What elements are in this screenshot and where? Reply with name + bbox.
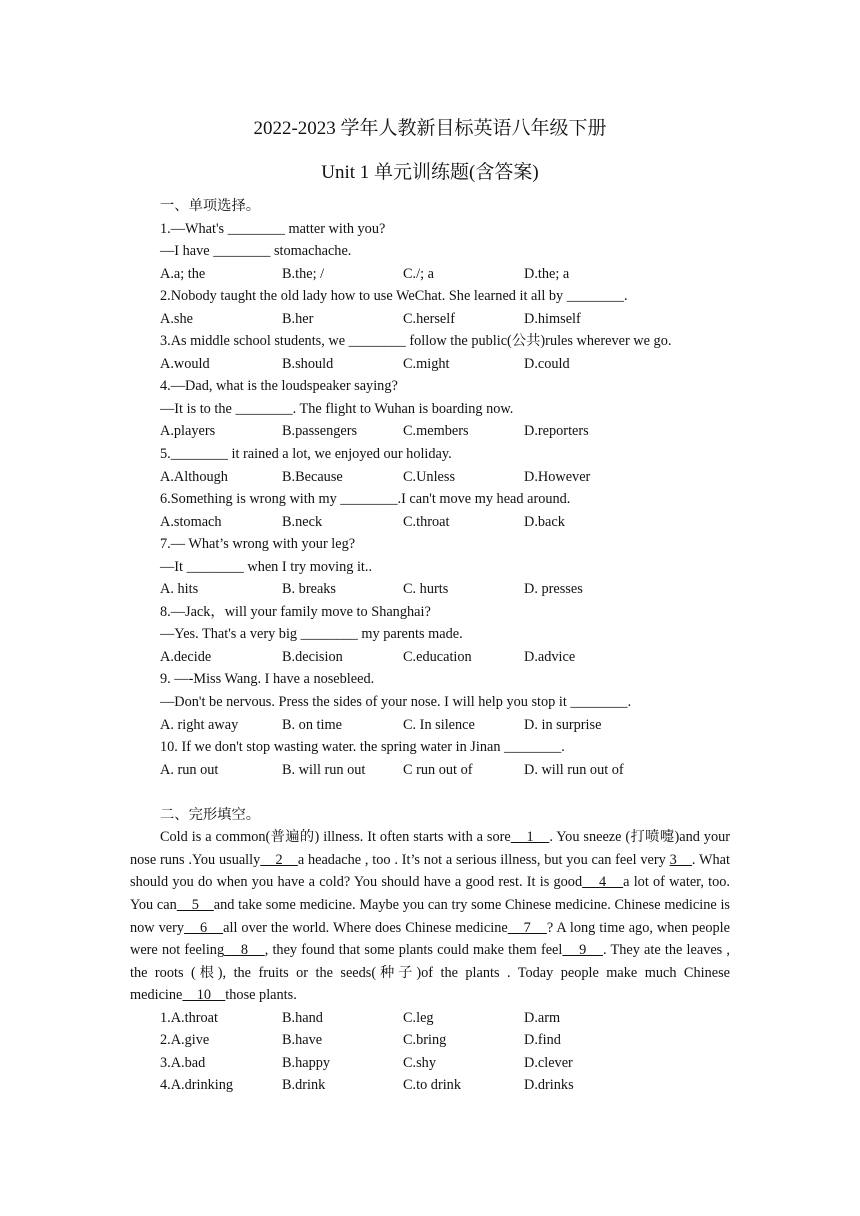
option-c: C.might	[403, 355, 450, 372]
option-d: D.the; a	[524, 265, 570, 282]
question-text: —Don't be nervous. Press the sides of your nose. I will help you stop it ________.	[160, 694, 632, 711]
blank-number: 8	[224, 942, 265, 959]
question-options	[130, 308, 730, 331]
option-c: C. hurts	[403, 581, 449, 598]
blank-number: 4	[582, 874, 624, 891]
passage-text: and take some medicine. Maybe you can try some Chinese medicine. Chinese medicine is now very	[130, 896, 730, 936]
cloze-options	[130, 1074, 730, 1097]
passage-text: a lot of water, too. You can	[130, 874, 730, 913]
option-d: D.clever	[524, 1054, 573, 1071]
option-a: 2.A.give	[160, 1032, 210, 1049]
option-b: B. will run out	[282, 761, 366, 778]
option-c: C.bring	[403, 1032, 447, 1049]
option-b: B.her	[282, 310, 314, 327]
question-text: 6.Something is wrong with my ________.I can't move my head around.	[160, 491, 571, 508]
blank-number: 6	[184, 919, 224, 936]
option-c: C.to drink	[403, 1077, 461, 1094]
option-a: A.a; the	[160, 265, 206, 282]
section-heading: 一、单项选择。	[160, 198, 261, 214]
option-b: B. on time	[282, 716, 342, 733]
option-a: A. right away	[160, 716, 239, 733]
option-b: B.decision	[282, 648, 343, 665]
option-c: C run out of	[403, 761, 473, 778]
question-text: 4.—Dad, what is the loudspeaker saying?	[160, 378, 398, 395]
question-options	[130, 511, 730, 534]
question-text: 1.—What's ________ matter with you?	[160, 220, 386, 237]
passage-text: . You sneeze (打喷嚏)and your nose runs .You usually	[130, 829, 730, 868]
option-a: A.she	[160, 310, 193, 327]
question-options	[130, 759, 730, 782]
question-options	[130, 466, 730, 489]
blank-number: 9	[562, 942, 603, 959]
option-d: D. will run out of	[524, 761, 624, 778]
blank-number: 5	[176, 896, 214, 913]
option-a: A.decide	[160, 648, 212, 665]
document-title: 2022-2023 学年人教新目标英语八年级下册	[253, 118, 607, 139]
option-b: B.hand	[282, 1009, 323, 1026]
question-options	[130, 578, 730, 601]
option-a: A.would	[160, 355, 210, 372]
cloze-passage	[130, 826, 730, 1006]
option-d: D. presses	[524, 581, 583, 598]
option-b: B.Because	[282, 468, 343, 485]
question-options	[130, 353, 730, 376]
option-c: C.herself	[403, 310, 456, 327]
option-b: B.passengers	[282, 423, 358, 440]
option-d: D.himself	[524, 310, 581, 327]
option-a: 1.A.throat	[160, 1009, 218, 1026]
option-b: B.the; /	[282, 265, 325, 282]
option-c: C. In silence	[403, 716, 475, 733]
question-options	[130, 420, 730, 443]
spacer	[130, 781, 730, 804]
option-d: D. in surprise	[524, 716, 602, 733]
cloze-options	[130, 1052, 730, 1075]
question-text: —It ________ when I try moving it..	[160, 558, 373, 575]
passage-text: . They ate the leaves , the roots (根), the fruits or the seeds(种子)of the plants . Today people make much Chinese medicine	[130, 942, 730, 1004]
passage-text: all over the world. Where does Chinese medicine	[223, 919, 508, 936]
question-text: —Yes. That's a very big ________ my parents made.	[160, 626, 463, 643]
option-d: D.reporters	[524, 423, 589, 440]
option-c: C.throat	[403, 513, 450, 530]
question-text: 5.________ it rained a lot, we enjoyed our holiday.	[160, 446, 452, 463]
option-a: A.players	[160, 423, 216, 440]
question-text: 3.As middle school students, we ________ follow the public(公共)rules wherever we go.	[160, 333, 672, 350]
question-options	[130, 646, 730, 669]
blank-number: 10	[182, 987, 226, 1004]
blank-number: 7	[507, 919, 547, 936]
question-text: 8.—Jack，will your family move to Shanghai?	[160, 603, 431, 620]
option-d: D.advice	[524, 648, 576, 665]
option-a: A.Although	[160, 468, 228, 485]
passage-text: Cold is a common(普遍的) illness. It often starts with a sore	[160, 829, 511, 846]
question-text: 7.— What’s wrong with your leg?	[160, 536, 356, 553]
option-a: A. run out	[160, 761, 219, 778]
option-b: B.neck	[282, 513, 323, 530]
passage-text: a headache , too . It’s not a serious illness, but you can feel very	[297, 851, 670, 868]
cloze-options	[130, 1029, 730, 1052]
document-subtitle: Unit 1 单元训练题(含答案)	[321, 162, 539, 183]
option-a: A. hits	[160, 581, 199, 598]
passage-text: ? A long time ago, when people were not feeling	[130, 919, 730, 959]
option-c: C./; a	[403, 265, 434, 282]
option-a: A.stomach	[160, 513, 222, 530]
question-text: 2.Nobody taught the old lady how to use WeChat. She learned it all by ________.	[160, 288, 628, 305]
passage-text: . What should you do when you have a cold? You should have a good rest. It is good	[130, 851, 730, 891]
question-text: —It is to the ________. The flight to Wuhan is boarding now.	[160, 400, 514, 417]
option-a: 3.A.bad	[160, 1054, 206, 1071]
option-d: D.could	[524, 355, 570, 372]
option-c: C.shy	[403, 1054, 436, 1071]
option-b: B.drink	[282, 1077, 326, 1094]
passage-text: those plants.	[225, 987, 297, 1004]
option-d: D.However	[524, 468, 591, 485]
blank-number: 1	[510, 829, 550, 846]
blank-number: 3	[669, 851, 692, 868]
blank-number: 2	[260, 851, 298, 868]
option-c: C.leg	[403, 1009, 434, 1026]
option-a: 4.A.drinking	[160, 1077, 234, 1094]
option-d: D.drinks	[524, 1077, 574, 1094]
question-options	[130, 714, 730, 737]
option-b: B.happy	[282, 1054, 331, 1071]
document-body	[130, 195, 730, 1097]
option-b: B. breaks	[282, 581, 336, 598]
option-c: C.members	[403, 423, 469, 440]
question-options	[130, 263, 730, 286]
question-text: 9. —-Miss Wang. I have a nosebleed.	[160, 671, 375, 688]
option-b: B.have	[282, 1032, 323, 1049]
option-d: D.back	[524, 513, 565, 530]
option-d: D.arm	[524, 1009, 561, 1026]
passage-text: , they found that some plants could make them feel	[264, 942, 563, 959]
option-d: D.find	[524, 1032, 561, 1049]
cloze-options	[130, 1007, 730, 1030]
option-c: C.education	[403, 648, 472, 665]
section-heading: 二、完形填空。	[160, 806, 261, 823]
option-b: B.should	[282, 355, 334, 372]
option-c: C.Unless	[403, 468, 456, 485]
question-text: 10. If we don't stop wasting water. the spring water in Jinan ________.	[160, 739, 565, 756]
question-text: —I have ________ stomachache.	[160, 243, 352, 260]
